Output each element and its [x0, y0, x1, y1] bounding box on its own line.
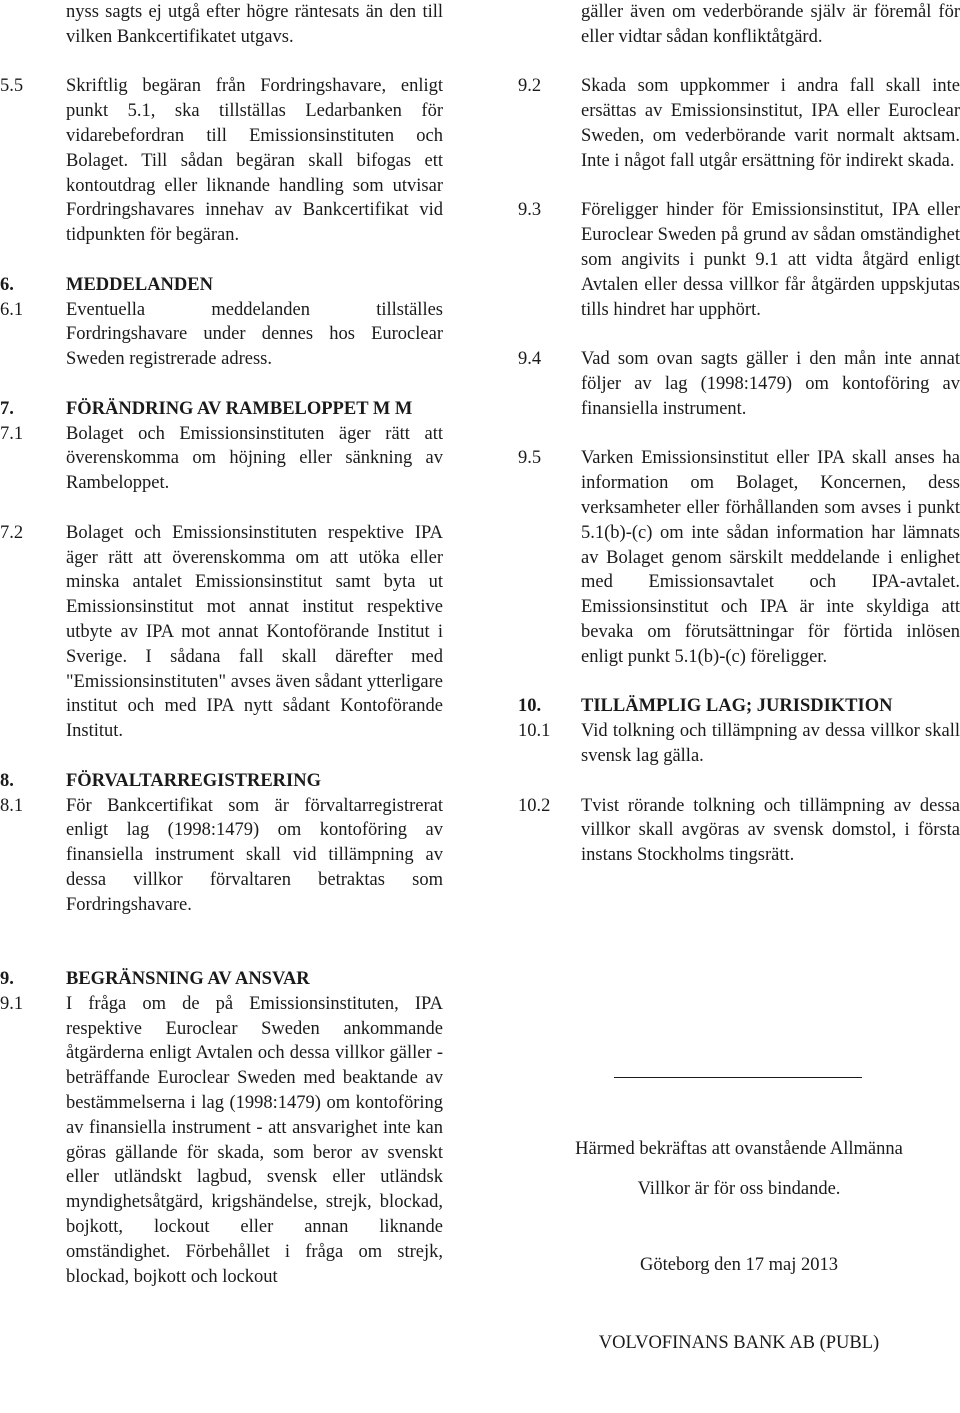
clause-number: 9.5: [518, 448, 542, 469]
company-name: VOLVOFINANS BANK AB (PUBL): [598, 1333, 880, 1353]
section-7-heading: [0, 397, 443, 422]
clause-9-1-continuation: [518, 0, 960, 50]
clause-number: 9.3: [518, 200, 542, 221]
clause-number: 6.1: [0, 299, 24, 320]
clause-9-2: [518, 74, 960, 173]
clause-9-3: [518, 198, 960, 322]
clause-8-1: [0, 794, 443, 918]
section-10-heading: [518, 694, 960, 719]
clause-10-1: [518, 719, 960, 769]
section-9-heading: [0, 967, 443, 992]
confirmation-line-2: Villkor är för oss bindande.: [637, 1179, 841, 1199]
section-title: FÖRÄNDRING AV RAMBELOPPET M M: [66, 398, 413, 419]
clause-text: Föreligger hinder för Emissionsinstitut, IPA eller Euroclear Sweden på grund av sådan omständighet som angivits i punkt 9.1 att vidta åtgärd enligt Avtalen eller dessa villkor får åtgärden uppskjutas tills hindret har upphört.: [581, 200, 960, 320]
section-title: BEGRÄNSNING AV ANSVAR: [66, 969, 310, 990]
section-number: 10.: [518, 696, 542, 717]
section-title: FÖRVALTARREGISTRERING: [66, 770, 321, 791]
clause-number: 9.2: [518, 76, 542, 97]
clause-text: Bolaget och Emissionsinstituten respektive IPA äger rätt att överenskomma om att utöka eller minska antalet Emissionsinstitut samt byta ut Emissionsinstitut mot annat institut respektive utbyte av IPA mot annat Kontoförande Institut i Sverige. I sådana fall skall därefter med "Emissionsinstituten" avses även sådant ytterligare institut och med IPA nytt sådant Kontoförande Institut.: [66, 522, 443, 742]
section-6-heading: [0, 273, 443, 298]
section-number: 9.: [0, 969, 14, 990]
section-title: TILLÄMPLIG LAG; JURISDIKTION: [581, 696, 893, 717]
clause-number: 7.1: [0, 423, 24, 444]
section-number: 8.: [0, 770, 14, 791]
clause-text: För Bankcertifikat som är förvaltarregistrerat enligt lag (1998:1479) om kontoföring av finansiella instrument skall vid tillämpning av dessa villkor förvaltaren betraktas som Fordringshavare.: [66, 795, 443, 915]
clause-text: Bolaget och Emissionsinstituten äger rätt att överenskomma om höjning eller sänkning av Rambeloppet.: [66, 423, 443, 494]
clause-number: 10.2: [518, 795, 551, 816]
section-number: 7.: [0, 398, 14, 419]
section-number: 6.: [0, 274, 14, 295]
clause-text: Eventuella meddelanden tillställes Fordringshavare under dennes hos Euroclear Sweden registrerade adress.: [66, 299, 443, 370]
clause-number: 8.1: [0, 795, 24, 816]
intro-text: nyss sagts ej utgå efter högre räntesats än den till vilken Bankcertifikatet utgavs.: [66, 2, 443, 47]
clause-9-1: [0, 992, 443, 1290]
clause-7-1: [0, 422, 443, 496]
left-column: [0, 0, 443, 1289]
clause-text: gäller även om vederbörande själv är föremål för eller vidtar sådan konfliktåtgärd.: [581, 2, 960, 47]
section-8-heading: [0, 769, 443, 794]
clause-number: 9.4: [518, 349, 542, 370]
clause-7-2: [0, 521, 443, 744]
clause-text: Vid tolkning och tillämpning av dessa villkor skall svensk lag gälla.: [581, 721, 960, 766]
clause-5-5: [0, 74, 443, 248]
signature-line: [614, 1077, 862, 1078]
clause-text: I fråga om de på Emissionsinstituten, IPA respektive Euroclear Sweden ankommande åtgärderna enligt Avtalen och dessa villkor gäller - beträffande Euroclear Sweden med beaktande av bestämmelserna i lag (1998:1479) om kontoföring av finansiella instrument - att ansvarighet inte kan göras gällande för skada, som beror av svenskt eller utländskt lagbud, svensk eller utländsk myndighetsåtgärd, krigshändelse, strejk, blockad, bojkott, lockout eller annan liknande omständighet. Förbehållet i fråga om strejk, blockad, bojkott och lockout: [66, 993, 443, 1287]
clause-text: Varken Emissionsinstitut eller IPA skall anses ha information om Bolaget, Koncernen, dess verksamheter eller förhållanden som avses i punkt 5.1(b)-(c) om inte sådan information har lämnats av Bolaget genom särskilt meddelande i enlighet med Emissionsavtalet och IPA-avtalet. Emissionsinstitut och IPA är inte skyldiga att bevaka om förutsättningar för förtida inlösen enligt punkt 5.1(b)-(c) föreligger.: [581, 448, 960, 667]
clause-text: Tvist rörande tolkning och tillämpning av dessa villkor skall avgöras av svensk domstol, i första instans Stockholms tingsrätt.: [581, 795, 960, 866]
clause-number: 9.1: [0, 993, 24, 1014]
clause-number: 5.5: [0, 76, 24, 97]
clause-10-2: [518, 794, 960, 868]
clause-9-5: [518, 446, 960, 669]
clause-text: Skada som uppkommer i andra fall skall inte ersättas av Emissionsinstitut, IPA eller Euroclear Sweden, om vederbörande varit normalt aktsam. Inte i något fall utgår ersättning för indirekt skada.: [581, 76, 960, 171]
clause-number: 7.2: [0, 522, 24, 543]
place-and-date: Göteborg den 17 maj 2013: [640, 1255, 838, 1275]
clause-number: 10.1: [518, 721, 551, 742]
section-title: MEDDELANDEN: [66, 274, 213, 295]
clause-9-4: [518, 347, 960, 421]
right-column: [518, 0, 960, 868]
intro-continuation: [0, 0, 443, 50]
clause-text: Vad som ovan sagts gäller i den mån inte annat följer av lag (1998:1479) om kontoföring av finansiella instrument.: [581, 349, 960, 419]
confirmation-line-1: Härmed bekräftas att ovanstående Allmänna: [575, 1139, 903, 1159]
clause-6-1: [0, 298, 443, 372]
clause-text: Skriftlig begäran från Fordringshavare, enligt punkt 5.1, ska tillställas Ledarbanken för vidarebefordran till Emissionsinstituten och Bolaget. Till sådan begäran skall bifogas ett kontoutdrag eller liknande handling som utvisar Fordringshavares innehav av Bankcertifikat vid tidpunkten för begäran.: [66, 76, 443, 246]
